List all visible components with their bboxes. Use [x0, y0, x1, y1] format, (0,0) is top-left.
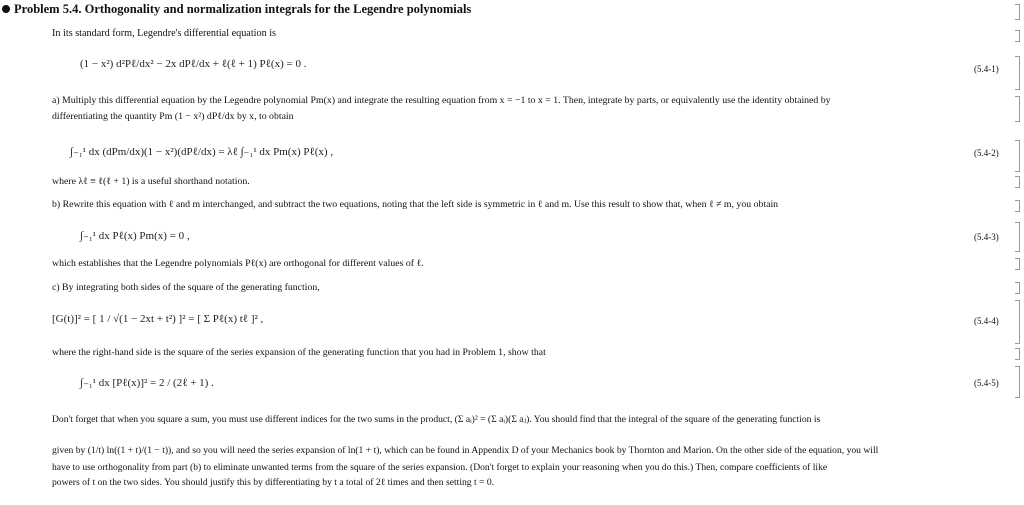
equation-3: ∫₋₁¹ dx Pℓ(x) Pm(x) = 0 , [80, 230, 190, 242]
margin-bracket [1015, 30, 1020, 42]
equation-number-2: (5.4-2) [974, 148, 999, 158]
margin-bracket [1015, 222, 1020, 252]
equation-4: [G(t)]² = [ 1 / √(1 − 2xt + t²) ]² = [ Σ Pℓ(x) tℓ ]² , [52, 313, 264, 325]
margin-bracket [1015, 140, 1020, 172]
closing-line4: powers of t on the two sides. You should justify this by differentiating by t a total of 2ℓ times and then setting t = 0. [52, 477, 495, 488]
equation-5: ∫₋₁¹ dx [Pℓ(x)]² = 2 / (2ℓ + 1) . [80, 377, 214, 389]
problem-title: Problem 5.4. Orthogonality and normalization integrals for the Legendre polynomials [14, 2, 472, 16]
intro-text: In its standard form, Legendre's differential equation is [52, 28, 277, 39]
closing-line1: Don't forget that when you square a sum, you must use different indices for the two sums in the product, (Σ aᵢ)² = (Σ aᵢ)(Σ aⱼ). You should find that the integral of the square of the generating function is [52, 414, 821, 425]
part-a-where: where λℓ ≡ ℓ(ℓ + 1) is a useful shorthand notation. [52, 176, 250, 187]
margin-bracket [1015, 282, 1020, 294]
bullet-icon [2, 5, 10, 13]
part-b-which: which establishes that the Legendre polynomials Pℓ(x) are orthogonal for different values of ℓ. [52, 258, 424, 269]
margin-bracket [1015, 300, 1020, 344]
part-b-line1: b) Rewrite this equation with ℓ and m interchanged, and subtract the two equations, noting that the left side is symmetric in ℓ and m. Use this result to show that, when ℓ ≠ m, you obtain [52, 199, 779, 210]
part-a-line2: differentiating the quantity Pm (1 − x²) dPℓ/dx by x, to obtain [52, 111, 294, 122]
margin-bracket [1015, 348, 1020, 360]
margin-bracket [1015, 176, 1020, 188]
margin-bracket [1015, 366, 1020, 398]
margin-bracket [1015, 4, 1020, 20]
margin-bracket [1015, 96, 1020, 122]
part-c-where: where the right-hand side is the square of the series expansion of the generating function that you had in Problem 1, show that [52, 347, 546, 358]
equation-number-4: (5.4-4) [974, 316, 999, 326]
equation-2: ∫₋₁¹ dx (dPm/dx)(1 − x²)(dPℓ/dx) = λℓ ∫₋₁¹ dx Pm(x) Pℓ(x) , [70, 146, 334, 158]
closing-line2: given by (1/t) ln((1 + t)/(1 − t)), and so you will need the series expansion of ln(1 + t), which can be found in Appendix D of your Mechanics book by Thornton and Marion. On the other side of the equation, you will [52, 445, 879, 456]
part-c-line1: c) By integrating both sides of the square of the generating function, [52, 282, 320, 293]
margin-bracket [1015, 200, 1020, 212]
part-a-line1: a) Multiply this differential equation by the Legendre polynomial Pm(x) and integrate the resulting equation from x = −1 to x = 1. Then, integrate by parts, or equivalently use the identity obtained by [52, 95, 831, 106]
equation-number-1: (5.4-1) [974, 64, 999, 74]
equation-1: (1 − x²) d²Pℓ/dx² − 2x dPℓ/dx + ℓ(ℓ + 1) Pℓ(x) = 0 . [80, 58, 307, 70]
equation-number-5: (5.4-5) [974, 378, 999, 388]
closing-line3: have to use orthogonality from part (b) to eliminate unwanted terms from the square of the series expansion. (Don't forget to explain your reasoning when you do this.) Then, compare coefficients of like [52, 462, 828, 473]
margin-bracket [1015, 258, 1020, 270]
margin-bracket [1015, 56, 1020, 90]
equation-number-3: (5.4-3) [974, 232, 999, 242]
